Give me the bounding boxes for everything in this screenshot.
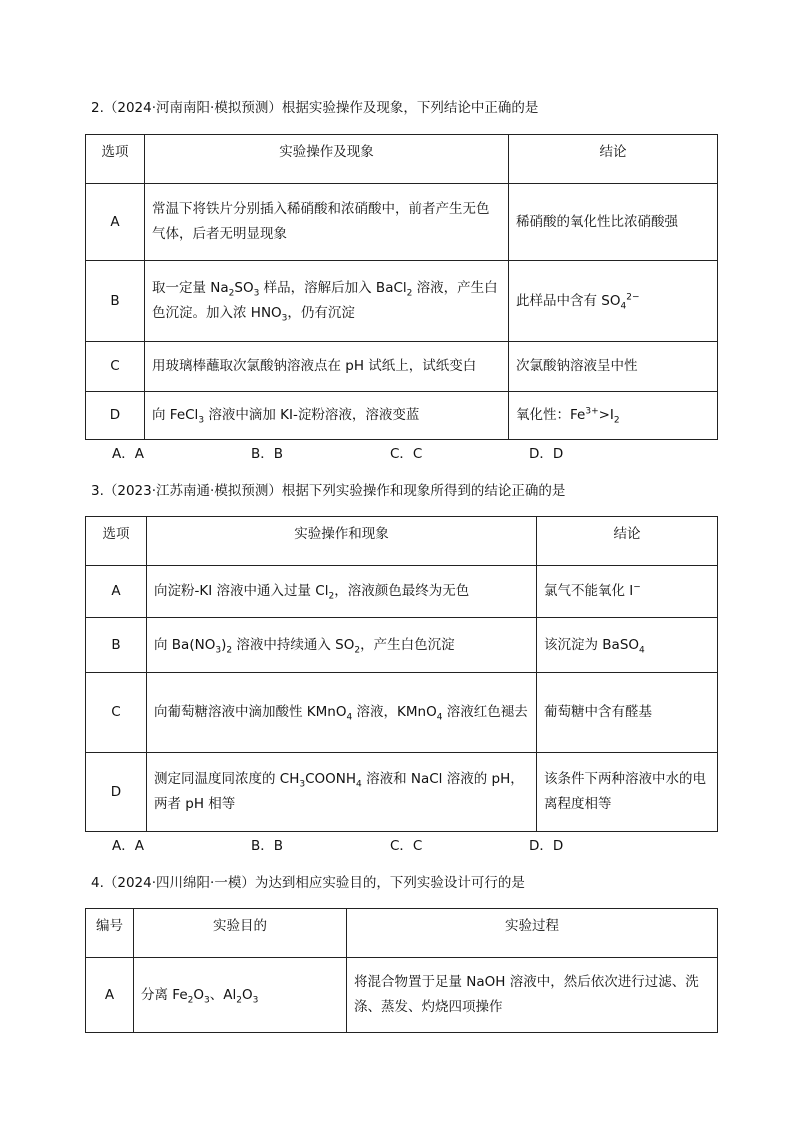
answer-option[interactable]: D．D <box>529 446 564 462</box>
operation-cell: 测定同温度同浓度的 $CH_3COONH_4$ 溶液和 NaCl 溶液的 pH，两者 pH 相等 <box>147 753 537 832</box>
operation-cell: 用玻璃棒蘸取次氯酸钠溶液点在 pH 试纸上，试纸变白 <box>145 342 509 392</box>
goal-cell: 分离 $Fe_2O_3$、$Al_2O_3$ <box>134 958 347 1033</box>
operation-cell: 向淀粉-KI 溶液中通入过量 $Cl_2$，溶液颜色最终为无色 <box>147 566 537 618</box>
header-conclusion: 结论 <box>537 517 718 566</box>
answer-option[interactable]: C．C <box>390 838 423 854</box>
table-row <box>86 342 718 392</box>
table-header-row <box>86 135 718 184</box>
table-row <box>86 261 718 342</box>
option-label: D <box>86 753 147 832</box>
header-operation: 实验操作和现象 <box>147 517 537 566</box>
option-label: A <box>86 958 134 1033</box>
table-row <box>86 184 718 261</box>
table-row <box>86 673 718 753</box>
option-label: C <box>86 342 145 392</box>
conclusion-cell: 次氯酸钠溶液呈中性 <box>509 342 718 392</box>
answer-option[interactable]: C．C <box>390 446 423 462</box>
process-cell: 将混合物置于足量 NaOH 溶液中，然后依次进行过滤、洗涤、蒸发、灼烧四项操作 <box>347 958 718 1033</box>
table-row <box>86 753 718 832</box>
question-4-table <box>85 908 718 1033</box>
table-row <box>86 392 718 440</box>
conclusion-cell: 葡萄糖中含有醛基 <box>537 673 718 753</box>
option-label: B <box>86 261 145 342</box>
question-2-title: 2.（2024·河南南阳·模拟预测）根据实验操作及现象，下列结论中正确的是 <box>91 100 539 116</box>
answer-option[interactable]: A．A <box>112 446 144 462</box>
header-goal: 实验目的 <box>134 909 347 958</box>
question-2-table <box>85 134 718 440</box>
header-option: 选项 <box>86 517 147 566</box>
header-operation: 实验操作及现象 <box>145 135 509 184</box>
table-row <box>86 958 718 1033</box>
header-option: 选项 <box>86 135 145 184</box>
option-label: A <box>86 566 147 618</box>
conclusion-cell: 稀硝酸的氧化性比浓硝酸强 <box>509 184 718 261</box>
question-2-options <box>112 442 668 462</box>
conclusion-cell: 该沉淀为 BaSO$_4$ <box>537 618 718 673</box>
operation-cell: 向 $Ba(NO_3)_2$ 溶液中持续通入 $SO_2$，产生白色沉淀 <box>147 618 537 673</box>
conclusion-cell: 氯气不能氧化 I− <box>537 566 718 618</box>
table-header-row <box>86 909 718 958</box>
table-row <box>86 618 718 673</box>
conclusion-cell: 氧化性：$Fe^{3+}>I_2$ <box>509 392 718 440</box>
option-label: C <box>86 673 147 753</box>
conclusion-cell: 该条件下两种溶液中水的电离程度相等 <box>537 753 718 832</box>
header-process: 实验过程 <box>347 909 718 958</box>
answer-option[interactable]: A．A <box>112 838 144 854</box>
answer-option[interactable]: B．B <box>251 446 284 462</box>
operation-cell: 常温下将铁片分别插入稀硝酸和浓硝酸中，前者产生无色气体，后者无明显现象 <box>145 184 509 261</box>
operation-cell: 向 FeCl$_3$ 溶液中滴加 KI-淀粉溶液，溶液变蓝 <box>145 392 509 440</box>
question-4-title: 4.（2024·四川绵阳·一模）为达到相应实验目的，下列实验设计可行的是 <box>91 875 525 891</box>
table-header-row <box>86 517 718 566</box>
question-3-title: 3.（2023·江苏南通·模拟预测）根据下列实验操作和现象所得到的结论正确的是 <box>91 483 566 499</box>
answer-option[interactable]: B．B <box>251 838 284 854</box>
option-label: A <box>86 184 145 261</box>
operation-cell: 取一定量 $Na_2SO_3$ 样品，溶解后加入 BaCl$_2$ 溶液，产生白色沉淀。加入浓 $HNO_3$，仍有沉淀 <box>145 261 509 342</box>
table-row <box>86 566 718 618</box>
header-conclusion: 结论 <box>509 135 718 184</box>
option-label: B <box>86 618 147 673</box>
answer-option[interactable]: D．D <box>529 838 564 854</box>
header-number: 编号 <box>86 909 134 958</box>
question-3-options <box>112 834 668 854</box>
question-3-table <box>85 516 718 832</box>
option-label: D <box>86 392 145 440</box>
conclusion-cell: 此样品中含有 $SO_4^{2-}$ <box>509 261 718 342</box>
operation-cell: 向葡萄糖溶液中滴加酸性 KMnO$_4$ 溶液，KMnO$_4$ 溶液红色褪去 <box>147 673 537 753</box>
